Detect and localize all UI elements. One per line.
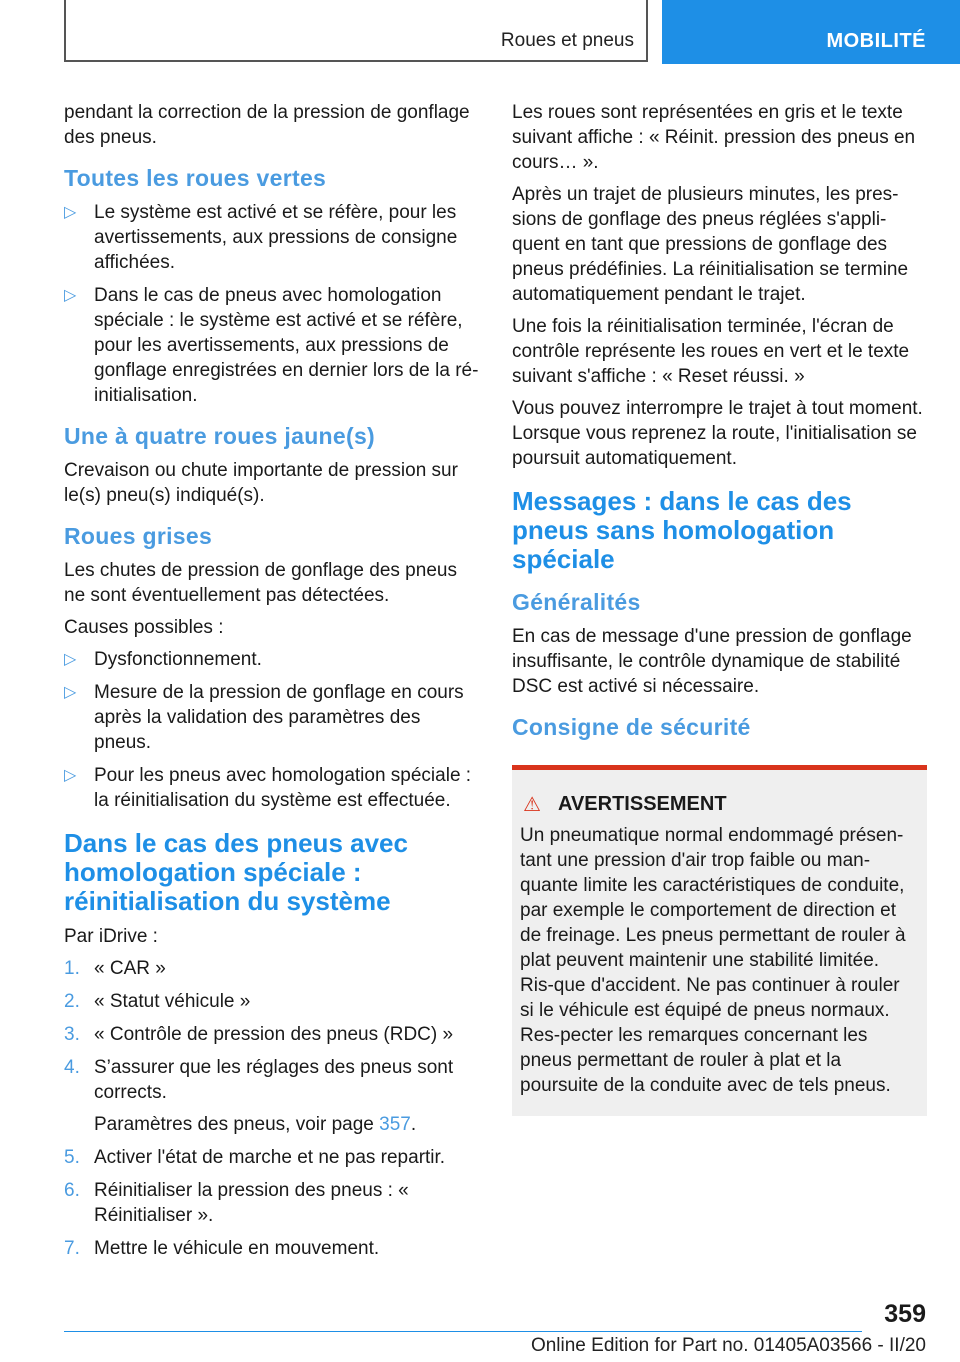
yellow-wheels-text: Crevaison ou chute importante de pression sur le(s) pneu(s) indiqué(s). bbox=[64, 460, 458, 506]
list-item: ▷ Le système est activé et se réfère, pour les avertissements, aux pressions de consigne affichées. bbox=[64, 202, 458, 273]
warning-box bbox=[512, 765, 927, 1116]
list-item: 1. « CAR » bbox=[64, 958, 166, 979]
green-wheels-list bbox=[64, 200, 479, 408]
list-item: ▷ Mesure de la pression de gonflage en cours après la validation des paramètres des pneus. bbox=[64, 682, 464, 753]
list-item: 7. Mettre le véhicule en mouvement. bbox=[64, 1238, 380, 1259]
page-link[interactable]: 357 bbox=[379, 1114, 411, 1135]
left-column bbox=[64, 100, 479, 1269]
triangle-bullet-icon: ▷ bbox=[64, 767, 77, 784]
green-wheels-heading: Toutes les roues vertes bbox=[64, 165, 327, 191]
causes-list bbox=[64, 647, 479, 813]
list-item: 5. Activer l'état de marche et ne pas repartir. bbox=[64, 1147, 446, 1168]
cross-reference: Paramètres des pneus, voir page 357. bbox=[94, 1114, 417, 1135]
grey-wheels-heading: Roues grises bbox=[64, 523, 213, 549]
triangle-bullet-icon: ▷ bbox=[64, 287, 77, 304]
warning-text: Un pneumatique normal endommagé présen-tant une pression d'air trop faible ou man-quante limite les caractéristiques de conduite, par exemple le comportement de direction et de freinage. Les pneus permettant de rouler à plat peuvent maintenir une stabilité limitée. Ris-que d'accident. Ne pas continuer à rouler si le véhicule est équipé de pneus normaux. Res-pecter les remarques concernant les pneus permettant de rouler à plat et la poursuite de la conduite avec de tels pneus. bbox=[520, 825, 906, 1096]
warning-title: ⚠ AVERTISSEMENT bbox=[520, 792, 917, 817]
grey-wheels-text: Les chutes de pression de gonflage des pneus ne sont éventuellement pas détectées. bbox=[64, 560, 457, 606]
triangle-bullet-icon: ▷ bbox=[64, 204, 77, 221]
list-item: ▷ Dans le cas de pneus avec homologation spéciale : le système est activé et se réfère, pour les avertissements, aux pressions de gonflage enregistrées en dernier lors de la ré-initialisation. bbox=[64, 285, 479, 406]
triangle-bullet-icon: ▷ bbox=[64, 651, 77, 668]
reset-drive-paragraph: Après un trajet de plusieurs minutes, les pres-sions de gonflage des pneus réglées s'appli-quent en tant que pressions de gonflage des pneus prédéfinies. La réinitialisation se termine automatiquement pendant le trajet. bbox=[512, 184, 909, 305]
list-item: ▷ Pour les pneus avec homologation spéciale : la réinitialisation du système est effectuée. bbox=[64, 765, 472, 811]
reset-steps-list bbox=[64, 956, 479, 1261]
idrive-label: Par iDrive : bbox=[64, 926, 158, 947]
reset-done-paragraph: Une fois la réinitialisation terminée, l'écran de contrôle représente les roues en vert et le texte suivant s'affiche : « Reset réussi. » bbox=[512, 316, 910, 387]
triangle-bullet-icon: ▷ bbox=[64, 684, 77, 701]
header-section-title: Roues et pneus bbox=[500, 30, 634, 51]
footer-divider bbox=[64, 1331, 862, 1332]
causes-label: Causes possibles : bbox=[64, 617, 224, 638]
intro-paragraph: pendant la correction de la pression de gonflage des pneus. bbox=[64, 102, 470, 148]
list-item: 2. « Statut véhicule » bbox=[64, 991, 251, 1012]
general-text: En cas de message d'une pression de gonflage insuffisante, le contrôle dynamique de stabilité DSC est activé si nécessaire. bbox=[512, 626, 912, 697]
reset-status-paragraph: Les roues sont représentées en gris et le texte suivant affiche : « Réinit. pression des pneus en cours… ». bbox=[512, 102, 916, 173]
reset-heading: Dans le cas des pneus avec homologation spéciale : réinitialisation du système bbox=[64, 828, 408, 916]
messages-heading: Messages : dans le cas des pneus sans homologation spéciale bbox=[512, 486, 852, 574]
list-item: 3. « Contrôle de pression des pneus (RDC) » bbox=[64, 1024, 454, 1045]
list-item: 4. S’assurer que les réglages des pneus sont corrects. Paramètres des pneus, voir page 357. bbox=[64, 1055, 479, 1137]
right-column bbox=[512, 100, 927, 1116]
header-chapter-tab: MOBILITÉ bbox=[662, 0, 960, 64]
list-item: ▷ Dysfonctionnement. bbox=[64, 649, 262, 670]
warning-triangle-icon: ⚠ bbox=[523, 794, 541, 816]
footer-edition: Online Edition for Part no. 01405A03566 - II/20 bbox=[530, 1335, 926, 1356]
page-number: 359 bbox=[884, 1300, 926, 1328]
safety-heading: Consigne de sécurité bbox=[512, 714, 751, 740]
reset-interrupt-paragraph: Vous pouvez interrompre le trajet à tout moment. Lorsque vous reprenez la route, l'initialisation se poursuit automatiquement. bbox=[512, 398, 923, 469]
general-heading: Généralités bbox=[512, 589, 641, 615]
list-item: 6. Réinitialiser la pression des pneus : « Réinitialiser ». bbox=[64, 1180, 409, 1226]
yellow-wheels-heading: Une à quatre roues jaune(s) bbox=[64, 423, 376, 449]
